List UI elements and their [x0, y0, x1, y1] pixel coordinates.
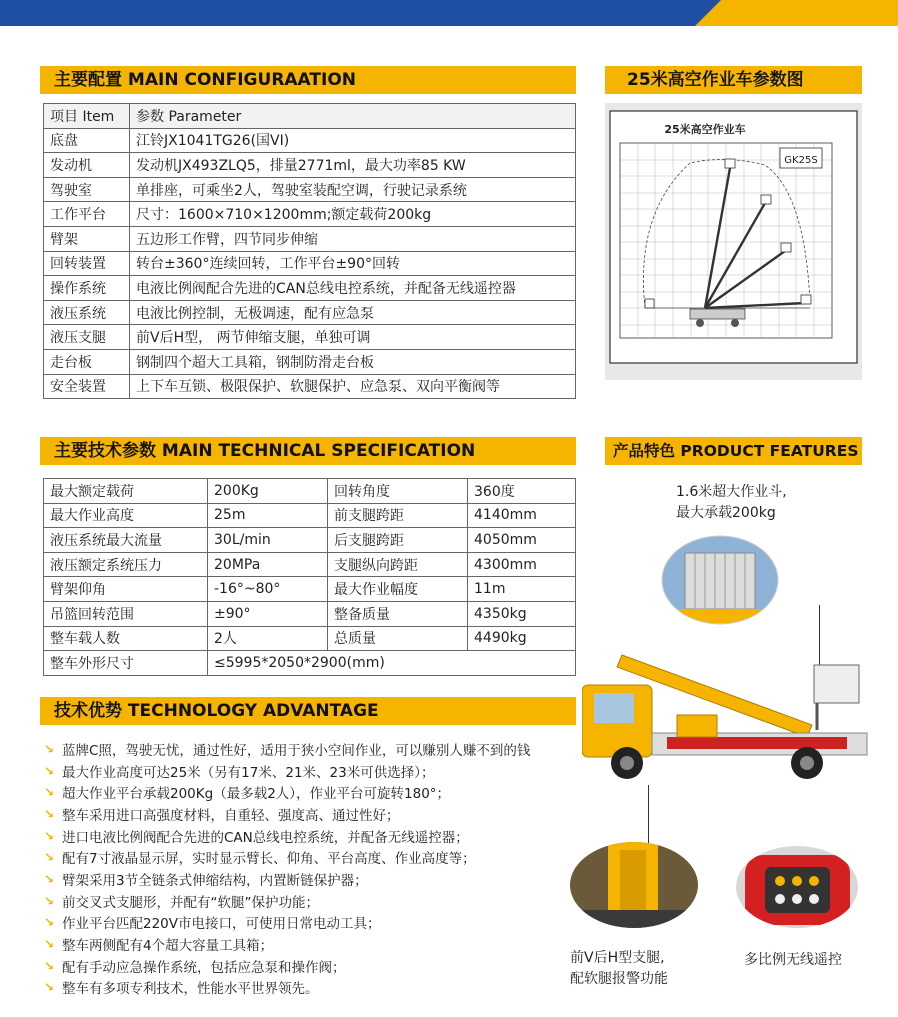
- tech-value-cell: 30L/min: [208, 528, 328, 553]
- advantage-text: 最大作业高度可达25米（另有17米、21米、23米可供选择）；: [62, 764, 435, 781]
- tech-label-cell: 前支腿跨距: [328, 503, 468, 528]
- arrow-bullet-icon: ↘: [44, 741, 55, 756]
- advantage-text: 配有7寸液晶显示屏，实时显示臂长、仰角、平台高度、作业高度等；: [62, 851, 476, 868]
- outrigger-caption-line-1: 前V后H型支腿,: [570, 950, 665, 966]
- config-item-cell: 液压系统: [44, 300, 130, 325]
- arrow-bullet-icon: ↘: [44, 763, 55, 778]
- arrow-bullet-icon: ↘: [44, 980, 55, 995]
- advantage-item: [44, 825, 604, 847]
- config-param-cell: 钢制四个超大工具箱，钢制防滑走台板: [130, 349, 576, 374]
- tech-value-cell: ≤5995*2050*2900(mm): [208, 651, 576, 676]
- truck-photo: [582, 645, 872, 785]
- advantage-text: 配有手动应急操作系统，包括应急泵和操作阀；: [62, 959, 346, 976]
- config-param-cell: 电液比例控制，无极调速，配有应急泵: [130, 300, 576, 325]
- config-row: [44, 374, 576, 399]
- advantage-item: [44, 933, 604, 955]
- remote-caption: 多比例无线遥控: [744, 952, 842, 968]
- features-section-header: 产品特色 PRODUCT FEATURES: [605, 437, 862, 465]
- tech-section-header: 主要技术参数 MAIN TECHNICAL SPECIFICATION: [40, 437, 576, 465]
- top-banner: [0, 0, 898, 26]
- config-item-cell: 驾驶室: [44, 177, 130, 202]
- arrow-bullet-icon: ↘: [44, 850, 55, 865]
- diagram-section-header: 25米高空作业车参数图: [605, 66, 862, 94]
- callout-line-legs: [648, 785, 649, 845]
- advantage-text: 整车采用进口高强度材料，自重轻、强度高、通过性好；: [62, 807, 400, 824]
- tech-row: [44, 601, 576, 626]
- tech-value-cell: 4300mm: [468, 552, 576, 577]
- tech-value-cell: 2人: [208, 626, 328, 651]
- tech-label-cell: 整车载人数: [44, 626, 208, 651]
- advantage-text: 臂架采用3节全链条式伸缩结构，内置断链保护器；: [62, 872, 368, 889]
- advantage-text: 整车两侧配有4个超大容量工具箱；: [62, 938, 274, 955]
- tech-value-cell: 4350kg: [468, 601, 576, 626]
- config-row: [44, 202, 576, 227]
- config-param-cell: 上下车互锁、极限保护、软腿保护、应急泵、双向平衡阀等: [130, 374, 576, 399]
- advantage-item: [44, 868, 604, 890]
- config-row: [44, 153, 576, 178]
- config-section-header: 主要配置 MAIN CONFIGURAATION: [40, 66, 576, 94]
- tech-value-cell: 4490kg: [468, 626, 576, 651]
- tech-value-cell: 20MPa: [208, 552, 328, 577]
- diagram-chart-title: 25米高空作业车: [664, 123, 746, 136]
- config-item-cell: 发动机: [44, 153, 130, 178]
- config-param-cell: 电液比例阀配合先进的CAN总线电控系统，并配备无线遥控器: [130, 276, 576, 301]
- tech-row: [44, 577, 576, 602]
- arrow-bullet-icon: ↘: [44, 806, 55, 821]
- advantage-item: [44, 955, 604, 977]
- tech-value-cell: ±90°: [208, 601, 328, 626]
- tech-value-cell: 11m: [468, 577, 576, 602]
- config-item-cell: 项目 Item: [44, 104, 130, 129]
- bucket-caption: [676, 482, 787, 524]
- arrow-bullet-icon: ↘: [44, 937, 55, 952]
- banner-yellow-band: [695, 0, 898, 26]
- config-item-cell: 走台板: [44, 349, 130, 374]
- advantage-text: 蓝牌C照，驾驶无忧，通过性好，适用于狭小空间作业，可以赚别人赚不到的钱: [62, 742, 531, 759]
- tech-row: [44, 626, 576, 651]
- tech-row: [44, 479, 576, 504]
- tech-label-cell: 支腿纵向跨距: [328, 552, 468, 577]
- config-row: [44, 325, 576, 350]
- config-item-cell: 臂架: [44, 226, 130, 251]
- arrow-bullet-icon: ↘: [44, 828, 55, 843]
- config-row: [44, 349, 576, 374]
- tech-label-cell: 最大作业幅度: [328, 577, 468, 602]
- tech-row: [44, 528, 576, 553]
- tech-label-cell: 整车外形尺寸: [44, 651, 208, 676]
- tech-label-cell: 最大作业高度: [44, 503, 208, 528]
- config-param-cell: 转台±360°连续回转，工作平台±90°回转: [130, 251, 576, 276]
- tech-row: [44, 552, 576, 577]
- tech-label-cell: 最大额定载荷: [44, 479, 208, 504]
- tech-row: [44, 503, 576, 528]
- config-row: [44, 251, 576, 276]
- config-param-cell: 参数 Parameter: [130, 104, 576, 129]
- advantage-item: [44, 846, 604, 868]
- config-param-cell: 发动机JX493ZLQ5，排量2771ml，最大功率85 KW: [130, 153, 576, 178]
- config-table: [43, 103, 576, 399]
- arrow-bullet-icon: ↘: [44, 958, 55, 973]
- tech-label-cell: 臂架仰角: [44, 577, 208, 602]
- work-range-diagram: [605, 103, 862, 380]
- tech-value-cell: 4140mm: [468, 503, 576, 528]
- advantage-text: 前交叉式支腿形，并配有“软腿”保护功能；: [62, 894, 319, 911]
- config-param-cell: 尺寸：1600×710×1200mm;额定载荷200kg: [130, 202, 576, 227]
- bucket-photo: [660, 535, 780, 625]
- advantage-text: 整车有多项专利技术，性能水平世界领先。: [62, 981, 319, 998]
- arrow-bullet-icon: ↘: [44, 785, 55, 800]
- tech-value-cell: 4050mm: [468, 528, 576, 553]
- config-row: [44, 177, 576, 202]
- config-item-cell: 底盘: [44, 128, 130, 153]
- advantage-item: [44, 890, 604, 912]
- advantage-item: [44, 912, 604, 934]
- tech-label-cell: 液压系统最大流量: [44, 528, 208, 553]
- tech-spec-table: [43, 478, 576, 676]
- tech-value-cell: 200Kg: [208, 479, 328, 504]
- remote-control-photo: [735, 845, 860, 930]
- advantage-section-header: 技术优势 TECHNOLOGY ADVANTAGE: [40, 697, 576, 725]
- tech-label-cell: 后支腿跨距: [328, 528, 468, 553]
- outrigger-caption-line-2: 配软腿报警功能: [570, 971, 668, 987]
- parameter-diagram: [605, 103, 862, 380]
- config-param-cell: 江铃JX1041TG26(国VI): [130, 128, 576, 153]
- config-param-cell: 单排座，可乘坐2人，驾驶室装配空调，行驶记录系统: [130, 177, 576, 202]
- config-item-cell: 液压支腿: [44, 325, 130, 350]
- advantage-list: [44, 738, 604, 998]
- arrow-bullet-icon: ↘: [44, 871, 55, 886]
- config-row: [44, 226, 576, 251]
- advantage-text: 进口电液比例阀配合先进的CAN总线电控系统，并配备无线遥控器；: [62, 829, 469, 846]
- outrigger-caption: [570, 948, 668, 990]
- config-row: [44, 276, 576, 301]
- tech-value-cell: -16°~80°: [208, 577, 328, 602]
- advantage-item: [44, 803, 604, 825]
- advantage-text: 超大作业平台承载200Kg（最多载2人），作业平台可旋转180°；: [62, 786, 451, 803]
- advantage-text: 作业平台匹配220V市电接口，可使用日常电动工具；: [62, 916, 381, 933]
- diagram-model-label: GK25S: [784, 155, 818, 166]
- bucket-caption-line-2: 最大承载200kg: [676, 505, 776, 521]
- tech-label-cell: 液压额定系统压力: [44, 552, 208, 577]
- config-item-cell: 安全装置: [44, 374, 130, 399]
- config-row: [44, 128, 576, 153]
- config-item-cell: 回转装置: [44, 251, 130, 276]
- bucket-caption-line-1: 1.6米超大作业斗,: [676, 484, 787, 500]
- tech-value-cell: 25m: [208, 503, 328, 528]
- outrigger-photo: [568, 840, 700, 930]
- tech-label-cell: 回转角度: [328, 479, 468, 504]
- config-item-cell: 工作平台: [44, 202, 130, 227]
- tech-label-cell: 总质量: [328, 626, 468, 651]
- advantage-item: [44, 738, 604, 760]
- tech-label-cell: 吊篮回转范围: [44, 601, 208, 626]
- arrow-bullet-icon: ↘: [44, 893, 55, 908]
- tech-row: [44, 651, 576, 676]
- arrow-bullet-icon: ↘: [44, 915, 55, 930]
- config-header-row: [44, 104, 576, 129]
- tech-value-cell: 360度: [468, 479, 576, 504]
- advantage-item: [44, 760, 604, 782]
- advantage-item: [44, 781, 604, 803]
- config-row: [44, 300, 576, 325]
- tech-label-cell: 整备质量: [328, 601, 468, 626]
- advantage-item: [44, 977, 604, 999]
- config-param-cell: 五边形工作臂，四节同步伸缩: [130, 226, 576, 251]
- config-item-cell: 操作系统: [44, 276, 130, 301]
- config-param-cell: 前V后H型， 两节伸缩支腿，单独可调: [130, 325, 576, 350]
